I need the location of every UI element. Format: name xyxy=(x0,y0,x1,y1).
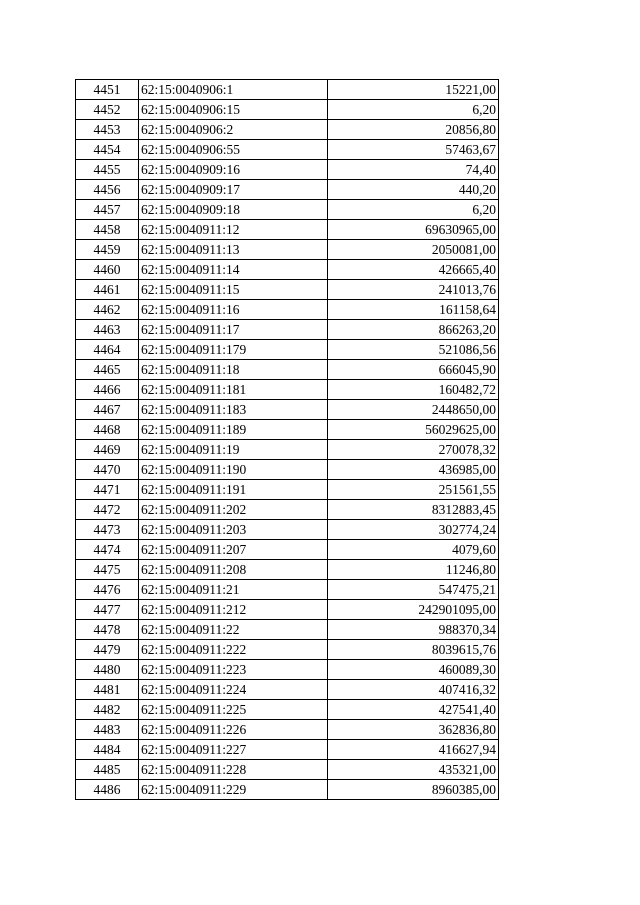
row-number-cell: 4484 xyxy=(76,740,139,760)
value-cell: 666045,90 xyxy=(328,360,499,380)
value-cell: 988370,34 xyxy=(328,620,499,640)
row-number-cell: 4474 xyxy=(76,540,139,560)
row-number-cell: 4470 xyxy=(76,460,139,480)
cadastral-number-cell: 62:15:0040909:17 xyxy=(139,180,328,200)
value-cell: 56029625,00 xyxy=(328,420,499,440)
table-row xyxy=(76,540,499,560)
row-number-cell: 4475 xyxy=(76,560,139,580)
value-cell: 435321,00 xyxy=(328,760,499,780)
table-row xyxy=(76,220,499,240)
table-row xyxy=(76,520,499,540)
cadastral-number-cell: 62:15:0040906:1 xyxy=(139,80,328,100)
value-cell: 416627,94 xyxy=(328,740,499,760)
value-cell: 242901095,00 xyxy=(328,600,499,620)
table-row xyxy=(76,300,499,320)
row-number-cell: 4467 xyxy=(76,400,139,420)
cadastral-number-cell: 62:15:0040911:183 xyxy=(139,400,328,420)
value-cell: 8039615,76 xyxy=(328,640,499,660)
cadastral-number-cell: 62:15:0040911:223 xyxy=(139,660,328,680)
value-cell: 57463,67 xyxy=(328,140,499,160)
row-number-cell: 4476 xyxy=(76,580,139,600)
cadastral-number-cell: 62:15:0040911:202 xyxy=(139,500,328,520)
row-number-cell: 4480 xyxy=(76,660,139,680)
table-row xyxy=(76,360,499,380)
row-number-cell: 4468 xyxy=(76,420,139,440)
value-cell: 6,20 xyxy=(328,200,499,220)
row-number-cell: 4453 xyxy=(76,120,139,140)
table-row xyxy=(76,680,499,700)
table-row xyxy=(76,380,499,400)
row-number-cell: 4462 xyxy=(76,300,139,320)
row-number-cell: 4478 xyxy=(76,620,139,640)
cadastral-number-cell: 62:15:0040906:15 xyxy=(139,100,328,120)
cadastral-number-cell: 62:15:0040911:228 xyxy=(139,760,328,780)
row-number-cell: 4485 xyxy=(76,760,139,780)
value-cell: 547475,21 xyxy=(328,580,499,600)
table-row xyxy=(76,580,499,600)
row-number-cell: 4460 xyxy=(76,260,139,280)
table-row xyxy=(76,180,499,200)
row-number-cell: 4477 xyxy=(76,600,139,620)
row-number-cell: 4472 xyxy=(76,500,139,520)
value-cell: 427541,40 xyxy=(328,700,499,720)
cadastral-number-cell: 62:15:0040911:12 xyxy=(139,220,328,240)
row-number-cell: 4454 xyxy=(76,140,139,160)
table-row xyxy=(76,340,499,360)
value-cell: 4079,60 xyxy=(328,540,499,560)
cadastral-number-cell: 62:15:0040911:22 xyxy=(139,620,328,640)
row-number-cell: 4482 xyxy=(76,700,139,720)
value-cell: 426665,40 xyxy=(328,260,499,280)
cadastral-number-cell: 62:15:0040906:2 xyxy=(139,120,328,140)
value-cell: 8312883,45 xyxy=(328,500,499,520)
table-row xyxy=(76,120,499,140)
value-cell: 6,20 xyxy=(328,100,499,120)
cadastral-number-cell: 62:15:0040911:222 xyxy=(139,640,328,660)
value-cell: 302774,24 xyxy=(328,520,499,540)
row-number-cell: 4452 xyxy=(76,100,139,120)
value-cell: 241013,76 xyxy=(328,280,499,300)
cadastral-number-cell: 62:15:0040911:208 xyxy=(139,560,328,580)
cadastral-number-cell: 62:15:0040911:212 xyxy=(139,600,328,620)
row-number-cell: 4471 xyxy=(76,480,139,500)
row-number-cell: 4451 xyxy=(76,80,139,100)
table-row xyxy=(76,740,499,760)
cadastral-number-cell: 62:15:0040911:225 xyxy=(139,700,328,720)
table-row xyxy=(76,260,499,280)
row-number-cell: 4481 xyxy=(76,680,139,700)
table-row xyxy=(76,100,499,120)
cadastral-number-cell: 62:15:0040911:189 xyxy=(139,420,328,440)
value-cell: 251561,55 xyxy=(328,480,499,500)
row-number-cell: 4466 xyxy=(76,380,139,400)
table-row xyxy=(76,240,499,260)
value-cell: 160482,72 xyxy=(328,380,499,400)
row-number-cell: 4464 xyxy=(76,340,139,360)
cadastral-number-cell: 62:15:0040911:19 xyxy=(139,440,328,460)
table-row xyxy=(76,780,499,800)
value-cell: 521086,56 xyxy=(328,340,499,360)
value-cell: 362836,80 xyxy=(328,720,499,740)
cadastral-number-cell: 62:15:0040911:179 xyxy=(139,340,328,360)
cadastral-number-cell: 62:15:0040911:226 xyxy=(139,720,328,740)
cadastral-number-cell: 62:15:0040911:191 xyxy=(139,480,328,500)
value-cell: 15221,00 xyxy=(328,80,499,100)
table-body xyxy=(76,80,499,800)
value-cell: 436985,00 xyxy=(328,460,499,480)
cadastral-number-cell: 62:15:0040911:13 xyxy=(139,240,328,260)
row-number-cell: 4461 xyxy=(76,280,139,300)
value-cell: 74,40 xyxy=(328,160,499,180)
table-row xyxy=(76,620,499,640)
row-number-cell: 4459 xyxy=(76,240,139,260)
table-row xyxy=(76,660,499,680)
row-number-cell: 4456 xyxy=(76,180,139,200)
cadastral-number-cell: 62:15:0040906:55 xyxy=(139,140,328,160)
value-cell: 69630965,00 xyxy=(328,220,499,240)
row-number-cell: 4457 xyxy=(76,200,139,220)
table-row xyxy=(76,200,499,220)
row-number-cell: 4469 xyxy=(76,440,139,460)
table-row xyxy=(76,440,499,460)
cadastral-number-cell: 62:15:0040911:14 xyxy=(139,260,328,280)
cadastral-number-cell: 62:15:0040911:16 xyxy=(139,300,328,320)
value-cell: 440,20 xyxy=(328,180,499,200)
cadastral-value-table xyxy=(75,79,499,800)
table-row xyxy=(76,80,499,100)
row-number-cell: 4479 xyxy=(76,640,139,660)
row-number-cell: 4463 xyxy=(76,320,139,340)
table-row xyxy=(76,160,499,180)
table-row xyxy=(76,320,499,340)
table-row xyxy=(76,420,499,440)
value-cell: 866263,20 xyxy=(328,320,499,340)
table-row xyxy=(76,600,499,620)
cadastral-number-cell: 62:15:0040911:203 xyxy=(139,520,328,540)
cadastral-number-cell: 62:15:0040909:18 xyxy=(139,200,328,220)
row-number-cell: 4465 xyxy=(76,360,139,380)
cadastral-number-cell: 62:15:0040911:190 xyxy=(139,460,328,480)
value-cell: 2050081,00 xyxy=(328,240,499,260)
value-cell: 2448650,00 xyxy=(328,400,499,420)
table-row xyxy=(76,280,499,300)
row-number-cell: 4473 xyxy=(76,520,139,540)
table-row xyxy=(76,700,499,720)
row-number-cell: 4455 xyxy=(76,160,139,180)
cadastral-number-cell: 62:15:0040911:227 xyxy=(139,740,328,760)
table-row xyxy=(76,760,499,780)
cadastral-number-cell: 62:15:0040911:17 xyxy=(139,320,328,340)
table-row xyxy=(76,560,499,580)
row-number-cell: 4486 xyxy=(76,780,139,800)
row-number-cell: 4458 xyxy=(76,220,139,240)
cadastral-number-cell: 62:15:0040909:16 xyxy=(139,160,328,180)
value-cell: 8960385,00 xyxy=(328,780,499,800)
value-cell: 460089,30 xyxy=(328,660,499,680)
table-row xyxy=(76,720,499,740)
cadastral-number-cell: 62:15:0040911:229 xyxy=(139,780,328,800)
table-row xyxy=(76,460,499,480)
cadastral-number-cell: 62:15:0040911:21 xyxy=(139,580,328,600)
table-row xyxy=(76,400,499,420)
cadastral-number-cell: 62:15:0040911:181 xyxy=(139,380,328,400)
cadastral-number-cell: 62:15:0040911:207 xyxy=(139,540,328,560)
value-cell: 20856,80 xyxy=(328,120,499,140)
cadastral-number-cell: 62:15:0040911:18 xyxy=(139,360,328,380)
value-cell: 161158,64 xyxy=(328,300,499,320)
table-row xyxy=(76,640,499,660)
table-row xyxy=(76,500,499,520)
value-cell: 270078,32 xyxy=(328,440,499,460)
value-cell: 407416,32 xyxy=(328,680,499,700)
table-row xyxy=(76,480,499,500)
value-cell: 11246,80 xyxy=(328,560,499,580)
cadastral-number-cell: 62:15:0040911:224 xyxy=(139,680,328,700)
table-row xyxy=(76,140,499,160)
cadastral-number-cell: 62:15:0040911:15 xyxy=(139,280,328,300)
row-number-cell: 4483 xyxy=(76,720,139,740)
